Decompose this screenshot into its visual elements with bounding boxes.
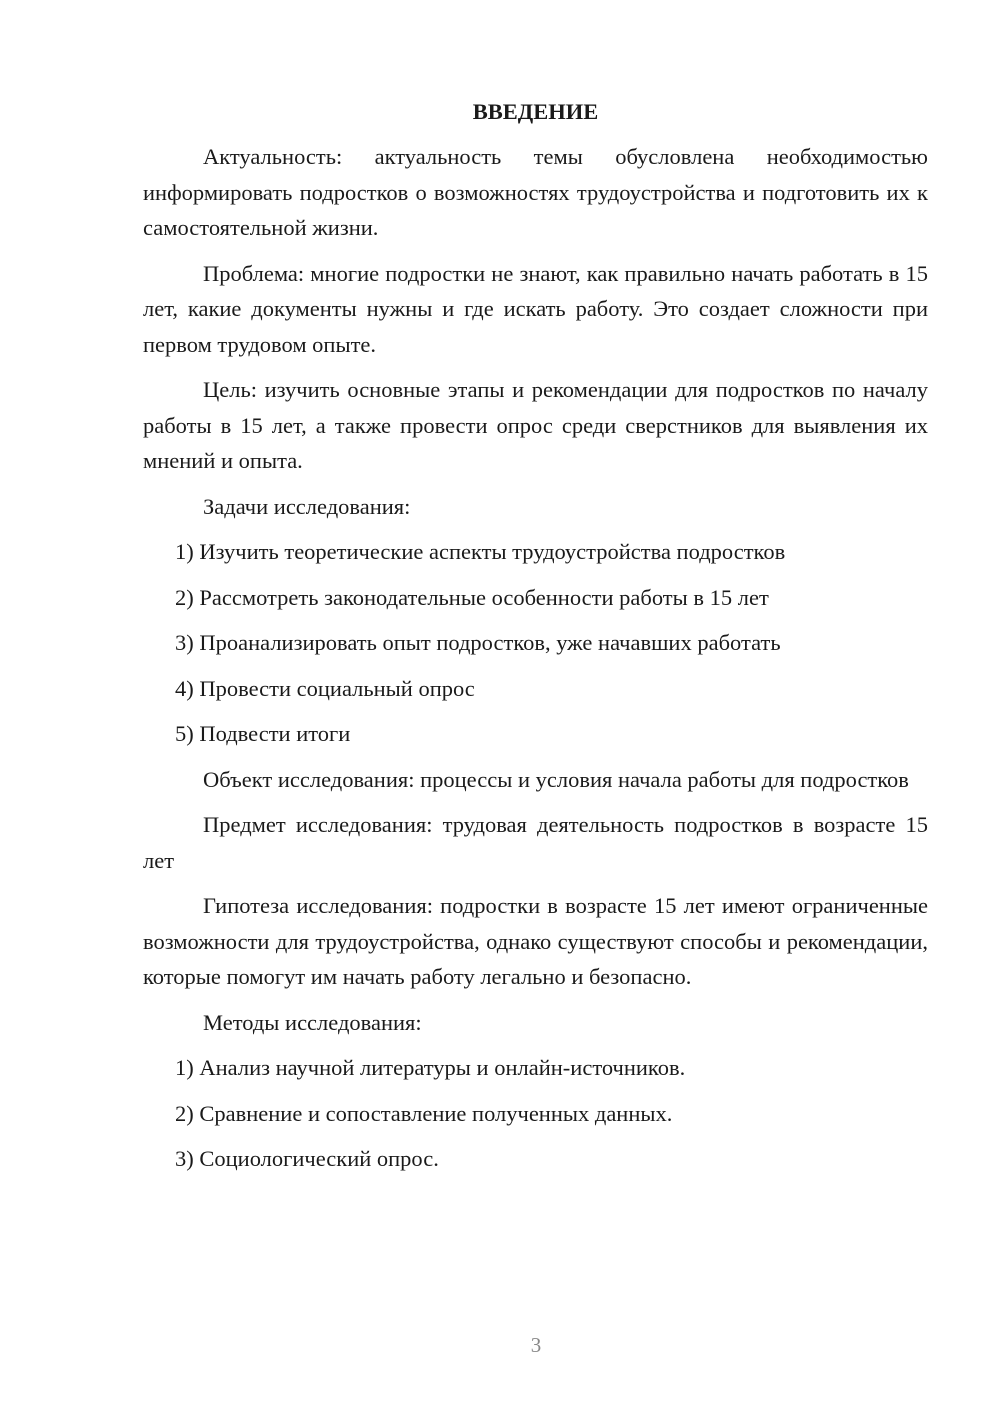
task-item: 5) Подвести итоги xyxy=(175,721,351,746)
goal-paragraph: Цель: изучить основные этапы и рекомендации для подростков по началу работы в 15 лет, а также провести опрос среди сверстников для выявления их мнений и опыта. xyxy=(143,377,928,473)
method-item: 2) Сравнение и сопоставление полученных данных. xyxy=(175,1100,673,1126)
method-item: 1) Анализ научной литературы и онлайн-источников. xyxy=(175,1055,686,1080)
section-heading: ВВЕДЕНИЕ xyxy=(472,99,599,124)
methods-title: Методы исследования: xyxy=(203,1009,422,1035)
method-item: 3) Социологический опрос. xyxy=(175,1146,439,1171)
tasks-title: Задачи исследования: xyxy=(203,493,411,519)
hypothesis-paragraph: Гипотеза исследования: подростки в возрасте 15 лет имеют ограниченные возможности для трудоустройства, однако существуют способы и рекомендации, которые помогут им начать работу легально и безопасно. xyxy=(143,893,928,989)
task-item: 3) Проанализировать опыт подростков, уже начавших работать xyxy=(175,630,781,655)
page-number: 3 xyxy=(530,1333,542,1357)
relevance-paragraph: Актуальность: актуальность темы обусловлена необходимостью информировать подростков о возможностях трудоустройства и подготовить их к самостоятельной жизни. xyxy=(143,144,928,240)
problem-paragraph: Проблема: многие подростки не знают, как правильно начать работать в 15 лет, какие документы нужны и где искать работу. Это создает сложности при первом трудовом опыте. xyxy=(143,260,928,357)
object-paragraph: Объект исследования: процессы и условия начала работы для подростков xyxy=(203,766,909,792)
page-content xyxy=(143,94,928,1187)
task-item: 1) Изучить теоретические аспекты трудоустройства подростков xyxy=(175,539,786,564)
task-item: 4) Провести социальный опрос xyxy=(175,675,475,701)
subject-paragraph: Предмет исследования: трудовая деятельность подростков в возрасте 15 лет xyxy=(143,812,928,873)
task-item: 2) Рассмотреть законодательные особенности работы в 15 лет xyxy=(175,584,769,610)
